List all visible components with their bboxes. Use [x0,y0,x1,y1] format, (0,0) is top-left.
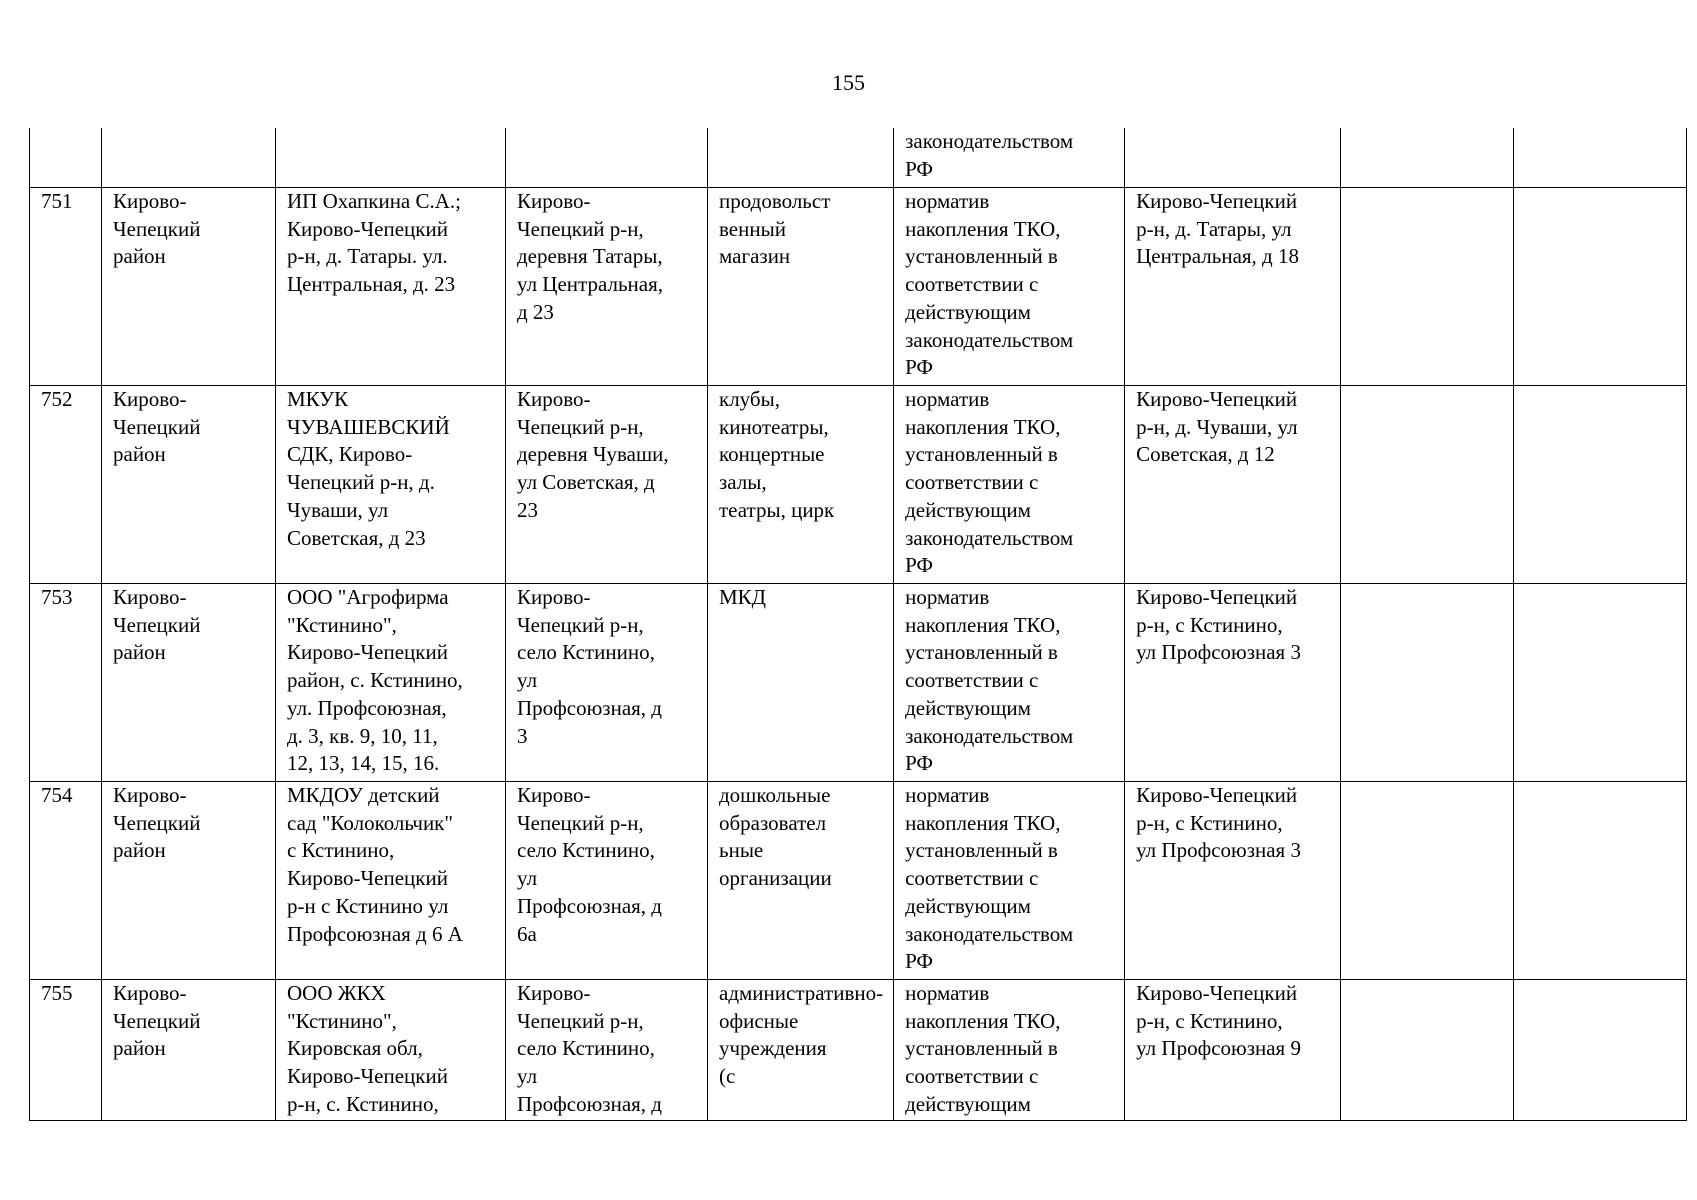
table-row [30,386,1687,584]
cell-empty-1 [1341,386,1514,584]
cell-site [1125,128,1341,188]
cell-num: 752 [30,386,102,584]
cell-address: Кирово- Чепецкий р-н, село Кстинино, ул Профсоюзная, д [506,980,708,1121]
cell-owner: ООО "Агрофирма "Кстинино", Кирово-Чепецкий район, с. Кстинино, ул. Профсоюзная, д. 3, кв. 9, 10, 11, 12, 13, 14, 15, 16. [276,584,506,782]
cell-site: Кирово-Чепецкий р-н, с Кстинино, ул Профсоюзная 3 [1125,584,1341,782]
table-row [30,980,1687,1121]
cell-empty-2 [1514,188,1687,386]
cell-basis: норматив накопления ТКО, установленный в соответствии с действующим законодательством РФ [894,188,1125,386]
cell-category [708,128,894,188]
cell-empty-1 [1341,188,1514,386]
cell-address: Кирово- Чепецкий р-н, деревня Чуваши, ул Советская, д 23 [506,386,708,584]
cell-basis: норматив накопления ТКО, установленный в соответствии с действующим [894,980,1125,1121]
cell-site: Кирово-Чепецкий р-н, с Кстинино, ул Профсоюзная 3 [1125,782,1341,980]
cell-address: Кирово- Чепецкий р-н, село Кстинино, ул Профсоюзная, д 3 [506,584,708,782]
cell-district: Кирово- Чепецкий район [102,584,276,782]
cell-empty-2 [1514,584,1687,782]
cell-num: 754 [30,782,102,980]
cell-owner: МКДОУ детский сад "Колокольчик" с Кстинино, Кирово-Чепецкий р-н с Кстинино ул Профсоюзная д 6 А [276,782,506,980]
cell-district [102,128,276,188]
table-row-continuation [30,128,1687,188]
cell-category: клубы, кинотеатры, концертные залы, театры, цирк [708,386,894,584]
table-row [30,782,1687,980]
cell-site: Кирово-Чепецкий р-н, д. Чуваши, ул Советская, д 12 [1125,386,1341,584]
cell-address [506,128,708,188]
cell-category: административно- офисные учреждения (с [708,980,894,1121]
cell-category: МКД [708,584,894,782]
cell-owner [276,128,506,188]
cell-empty-1 [1341,584,1514,782]
cell-district: Кирово- Чепецкий район [102,188,276,386]
cell-empty-2 [1514,128,1687,188]
cell-category: дошкольные образовател ьные организации [708,782,894,980]
cell-address: Кирово- Чепецкий р-н, село Кстинино, ул Профсоюзная, д 6а [506,782,708,980]
cell-basis: норматив накопления ТКО, установленный в соответствии с действующим законодательством РФ [894,584,1125,782]
cell-num: 751 [30,188,102,386]
cell-num [30,128,102,188]
cell-category: продовольст венный магазин [708,188,894,386]
cell-site: Кирово-Чепецкий р-н, д. Татары, ул Центральная, д 18 [1125,188,1341,386]
waste-sites-table [29,128,1687,1121]
cell-address: Кирово- Чепецкий р-н, деревня Татары, ул Центральная, д 23 [506,188,708,386]
cell-num: 753 [30,584,102,782]
cell-num: 755 [30,980,102,1121]
cell-empty-2 [1514,782,1687,980]
cell-district: Кирово- Чепецкий район [102,980,276,1121]
cell-empty-1 [1341,782,1514,980]
cell-district: Кирово- Чепецкий район [102,782,276,980]
cell-owner: ИП Охапкина С.А.; Кирово-Чепецкий р-н, д. Татары. ул. Центральная, д. 23 [276,188,506,386]
cell-empty-1 [1341,980,1514,1121]
table-row [30,584,1687,782]
cell-empty-2 [1514,980,1687,1121]
cell-empty-2 [1514,386,1687,584]
cell-owner: ООО ЖКХ "Кстинино", Кировская обл, Кирово-Чепецкий р-н, с. Кстинино, [276,980,506,1121]
cell-empty-1 [1341,128,1514,188]
cell-site: Кирово-Чепецкий р-н, с Кстинино, ул Профсоюзная 9 [1125,980,1341,1121]
cell-basis: норматив накопления ТКО, установленный в соответствии с действующим законодательством РФ [894,386,1125,584]
cell-owner: МКУК ЧУВАШЕВСКИЙ СДК, Кирово- Чепецкий р-н, д. Чуваши, ул Советская, д 23 [276,386,506,584]
cell-basis: норматив накопления ТКО, установленный в соответствии с действующим законодательством РФ [894,782,1125,980]
cell-basis: законодательством РФ [894,128,1125,188]
table-row [30,188,1687,386]
page-number: 155 [832,70,865,95]
cell-district: Кирово- Чепецкий район [102,386,276,584]
